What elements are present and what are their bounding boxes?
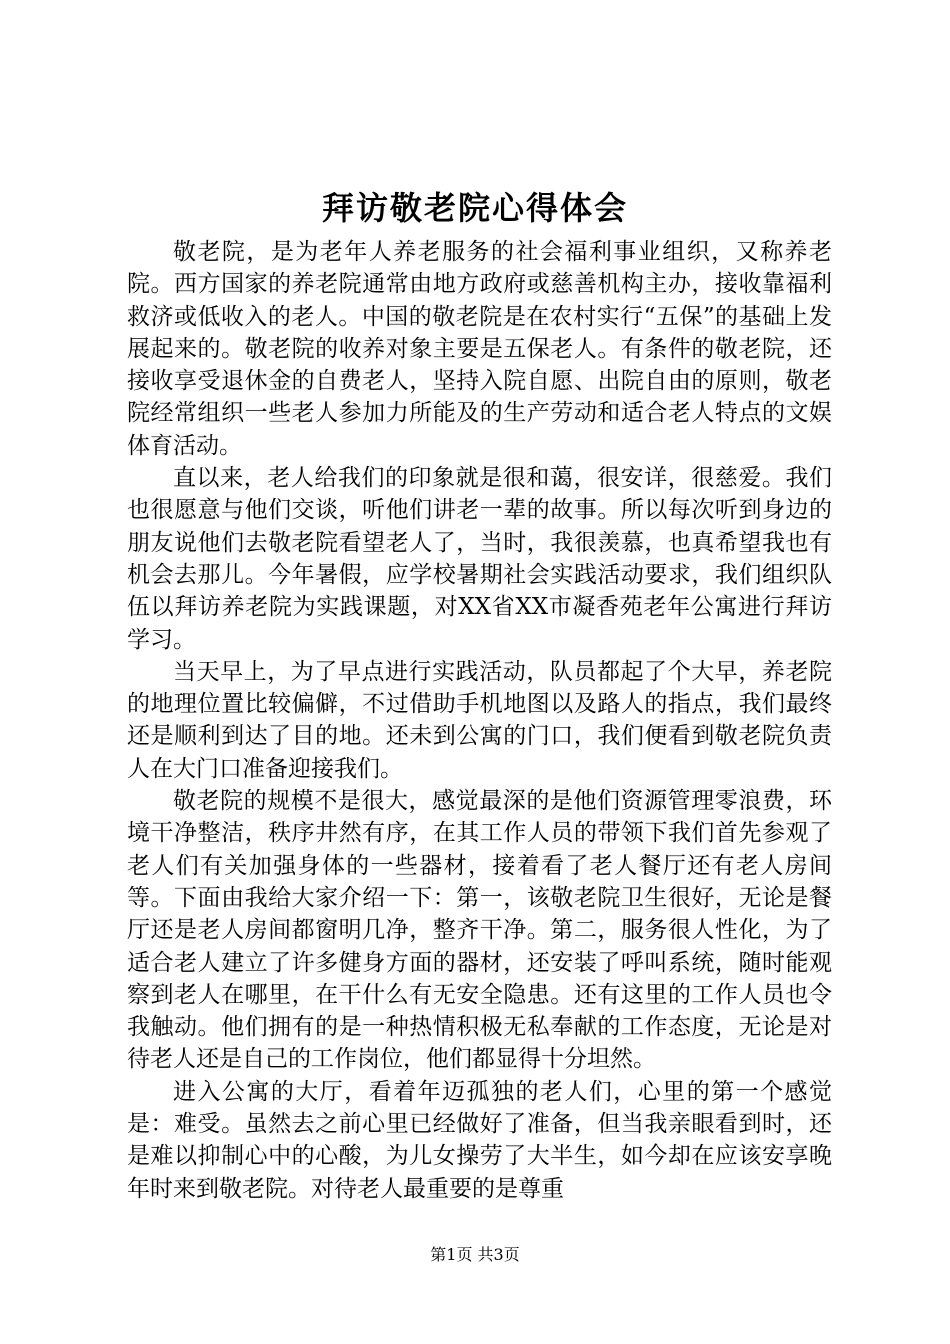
page-number-footer: 第1页 共3页 <box>430 1245 520 1264</box>
paragraph-5: 进入公寓的大厅，看着年迈孤独的老人们，心里的第一个感觉是：难受。虽然去之前心里已经做好了准备，但当我亲眼看到时，还是难以抑制心中的心酸，为儿女操劳了大半生，如今却在应该安享晚年时来到敬老院。对待老人最重要的是尊重 <box>127 1078 832 1202</box>
paragraph-3: 当天早上，为了早点进行实践活动，队员都起了个大早，养老院的地理位置比较偏僻，不过借助手机地图以及路人的指点，我们最终还是顺利到达了目的地。还未到公寓的门口，我们便看到敬老院负责人在大门口准备迎接我们。 <box>127 658 832 782</box>
document-title: 拜访敬老院心得体会 <box>321 189 628 227</box>
paragraph-2: 直以来，老人给我们的印象就是很和蔼，很安详，很慈爱。我们也很愿意与他们交谈，听他们讲老一辈的故事。所以每次听到身边的朋友说他们去敬老院看望老人了，当时，我很羡慕，也真希望我也有机会去那儿。今年暑假，应学校暑期社会实践活动要求，我们组织队伍以拜访养老院为实践课题，对XX省XX市凝香苑老年公寓进行拜访学习。 <box>127 465 832 653</box>
paragraph-4: 敬老院的规模不是很大，感觉最深的是他们资源管理零浪费，环境干净整洁，秩序井然有序，在其工作人员的带领下我们首先参观了老人们有关加强身体的一些器材，接着看了老人餐厅还有老人房间等。下面由我给大家介绍一下：第一，该敬老院卫生很好，无论是餐厅还是老人房间都窗明几净，整齐干净。第二，服务很人性化，为了适合老人建立了许多健身方面的器材，还安装了呼叫系统，随时能观察到老人在哪里，在干什么有无安全隐患。还有这里的工作人员也令我触动。他们拥有的是一种热情积极无私奉献的工作态度，无论是对待老人还是自己的工作岗位，他们都显得十分坦然。 <box>127 788 832 1073</box>
document-body <box>127 236 832 1205</box>
paragraph-1: 敬老院，是为老年人养老服务的社会福利事业组织，又称养老院。西方国家的养老院通常由地方政府或慈善机构主办，接收靠福利救济或低收入的老人。中国的敬老院是在农村实行“五保”的基础上发展起来的。敬老院的收养对象主要是五保老人。有条件的敬老院，还接收享受退休金的自费老人，坚持入院自愿、出院自由的原则，敬老院经常组织一些老人参加力所能及的生产劳动和适合老人特点的文娱体育活动。 <box>127 239 832 459</box>
